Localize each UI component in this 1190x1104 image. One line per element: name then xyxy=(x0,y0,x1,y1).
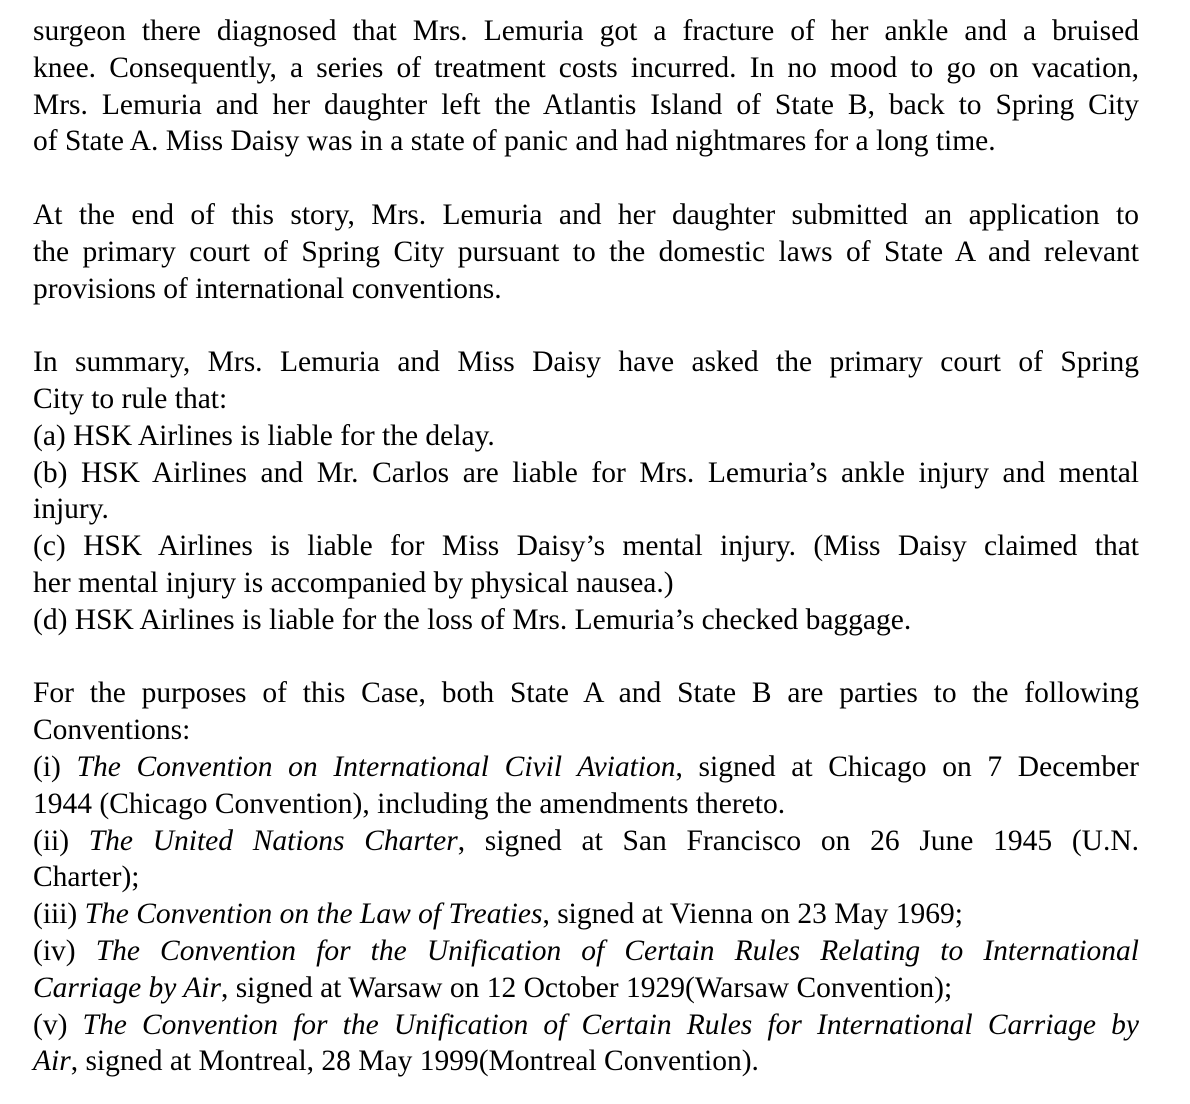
conventions-intro-line: Conventions: xyxy=(33,714,191,747)
paragraph-gap xyxy=(33,307,1139,344)
text-line: surgeon there diagnosed that Mrs. Lemuria got a fracture of her ankle and a bruised xyxy=(33,15,1139,47)
summary-intro-line: City to rule that: xyxy=(33,382,228,415)
convention-item-iii xyxy=(33,896,1139,933)
convention-title: The Convention for the Unification of Certain Rules for International Carriage by xyxy=(82,1008,1139,1041)
claim-item-a: (a) HSK Airlines is liable for the delay. xyxy=(33,419,495,452)
paragraph-conventions xyxy=(33,675,1139,1080)
convention-item-iv-continued xyxy=(33,970,1139,1007)
item-text: , signed at San Francisco on 26 June 1945 (U.N. xyxy=(457,824,1140,857)
text-line: provisions of international conventions. xyxy=(33,272,502,305)
document-page xyxy=(33,13,1139,1080)
item-prefix: (iv) xyxy=(33,934,96,967)
text-line: of State A. Miss Daisy was in a state of panic and had nightmares for a long time. xyxy=(33,125,996,158)
claim-item-b-continued: injury. xyxy=(33,493,109,526)
item-text: , signed at Chicago on 7 December xyxy=(675,750,1139,783)
paragraph-gap xyxy=(33,639,1139,676)
item-prefix: (ii) xyxy=(33,824,89,857)
convention-item-v xyxy=(33,1007,1139,1044)
claim-item-b: (b) HSK Airlines and Mr. Carlos are liable for Mrs. Lemuria’s ankle injury and mental xyxy=(33,456,1139,489)
item-prefix: (i) xyxy=(33,750,77,783)
text-line: Mrs. Lemuria and her daughter left the Atlantis Island of State B, back to Spring City xyxy=(33,88,1139,121)
item-prefix: (v) xyxy=(33,1008,83,1041)
paragraph-application xyxy=(33,197,1139,307)
convention-title: The United Nations Charter xyxy=(88,824,458,857)
convention-item-v-continued xyxy=(33,1043,1139,1080)
conventions-intro-line: For the purposes of this Case, both State A and State B are parties to the following xyxy=(33,677,1139,710)
text-line: At the end of this story, Mrs. Lemuria and her daughter submitted an application to xyxy=(33,198,1139,231)
convention-title: Carriage by Air xyxy=(33,971,221,1004)
item-text: , signed at Warsaw on 12 October 1929(Warsaw Convention); xyxy=(220,971,953,1004)
claim-item-c-continued: her mental injury is accompanied by physical nausea.) xyxy=(33,566,674,599)
item-prefix: (iii) xyxy=(33,898,85,931)
text-line: knee. Consequently, a series of treatment costs incurred. In no mood to go on vacation, xyxy=(33,51,1139,84)
convention-item-i xyxy=(33,749,1139,786)
convention-item-ii xyxy=(33,823,1139,860)
claim-item-d: (d) HSK Airlines is liable for the loss of Mrs. Lemuria’s checked baggage. xyxy=(33,603,912,636)
item-text: , signed at Vienna on 23 May 1969; xyxy=(542,898,963,931)
convention-title: Air xyxy=(33,1045,71,1078)
convention-item-i-continued: 1944 (Chicago Convention), including the amendments thereto. xyxy=(33,787,786,820)
item-text: , signed at Montreal, 28 May 1999(Montreal Convention). xyxy=(70,1045,759,1078)
convention-title: The Convention on International Civil Aviation xyxy=(76,750,676,783)
text-line: the primary court of Spring City pursuant to the domestic laws of State A and relevant xyxy=(33,235,1139,268)
convention-item-ii-continued: Charter); xyxy=(33,861,140,894)
paragraph-injury-aftermath xyxy=(33,13,1139,160)
convention-item-iv xyxy=(33,933,1139,970)
paragraph-gap xyxy=(33,160,1139,197)
paragraph-summary xyxy=(33,344,1139,638)
claim-item-c: (c) HSK Airlines is liable for Miss Daisy’s mental injury. (Miss Daisy claimed that xyxy=(33,530,1139,563)
summary-intro-line: In summary, Mrs. Lemuria and Miss Daisy have asked the primary court of Spring xyxy=(33,346,1139,379)
convention-title: The Convention for the Unification of Certain Rules Relating to International xyxy=(95,934,1140,967)
convention-title: The Convention on the Law of Treaties xyxy=(84,898,543,931)
